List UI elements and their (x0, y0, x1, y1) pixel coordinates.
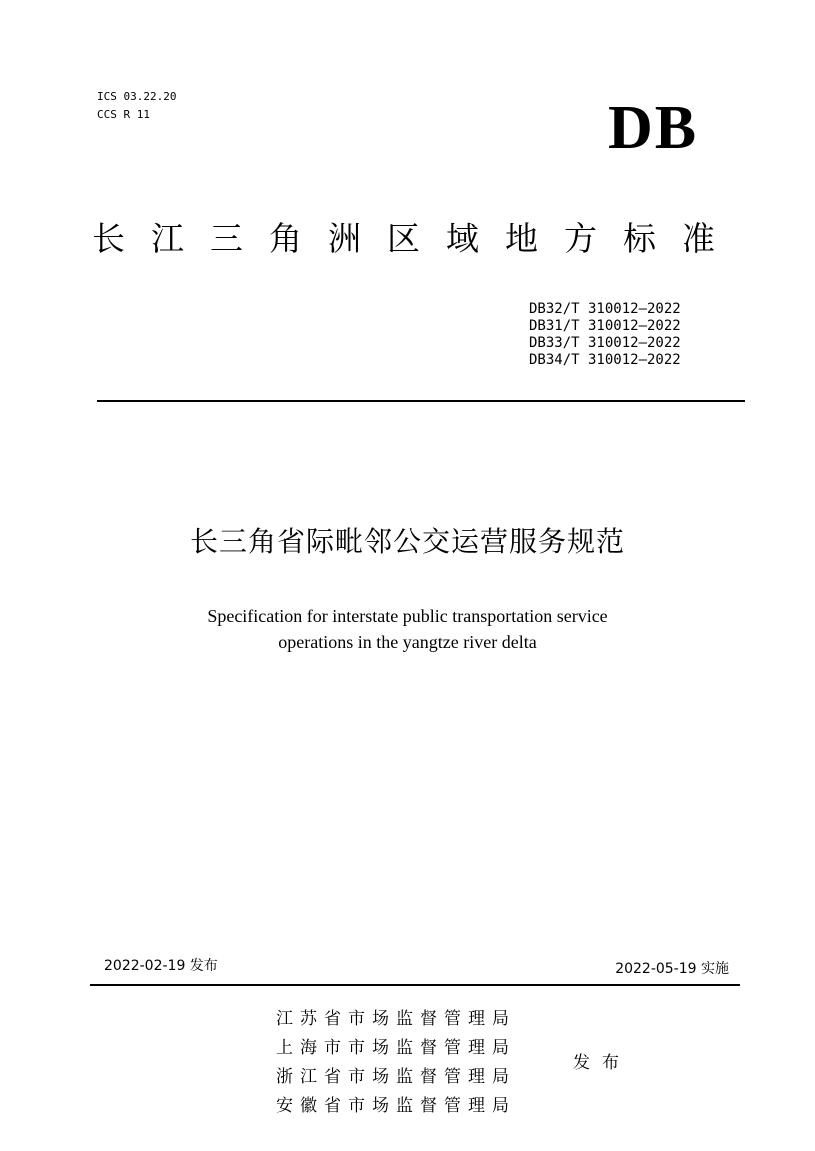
english-title-line-2: operations in the yangtze river delta (278, 632, 537, 652)
document-title-chinese: 长三角省际毗邻公交运营服务规范 (189, 525, 625, 558)
implement-date: 2022-05-19 实施 (615, 961, 729, 977)
issuing-authorities (276, 1005, 516, 1121)
standard-number-js: DB32/T 310012—2022 (529, 301, 681, 317)
publish-date: 2022-02-19 发布 (104, 958, 218, 974)
publish-label: 发布 (573, 1053, 631, 1073)
standard-number-sh: DB31/T 310012—2022 (529, 318, 681, 334)
classification-codes (97, 88, 176, 124)
issuer-anhui: 安徽省市场监督管理局 (276, 1096, 516, 1116)
top-divider (97, 400, 745, 402)
issuer-zhejiang: 浙江省市场监督管理局 (276, 1067, 516, 1087)
issuer-shanghai: 上海市市场监督管理局 (276, 1038, 516, 1058)
ics-code: ICS 03.22.20 (97, 90, 177, 103)
english-title-line-1: Specification for interstate public transportation service (207, 606, 608, 626)
standard-numbers (529, 301, 681, 369)
standard-number-zj: DB33/T 310012—2022 (529, 335, 681, 351)
db-logo: DB (608, 94, 699, 162)
issuer-jiangsu: 江苏省市场监督管理局 (276, 1009, 516, 1029)
ccs-code: CCS R 11 (97, 108, 150, 121)
standard-number-ah: DB34/T 310012—2022 (529, 352, 681, 368)
bottom-divider (90, 984, 740, 986)
document-title-english (0, 603, 815, 655)
standard-type-heading: 长江三角洲区域地方标准 (92, 219, 741, 258)
